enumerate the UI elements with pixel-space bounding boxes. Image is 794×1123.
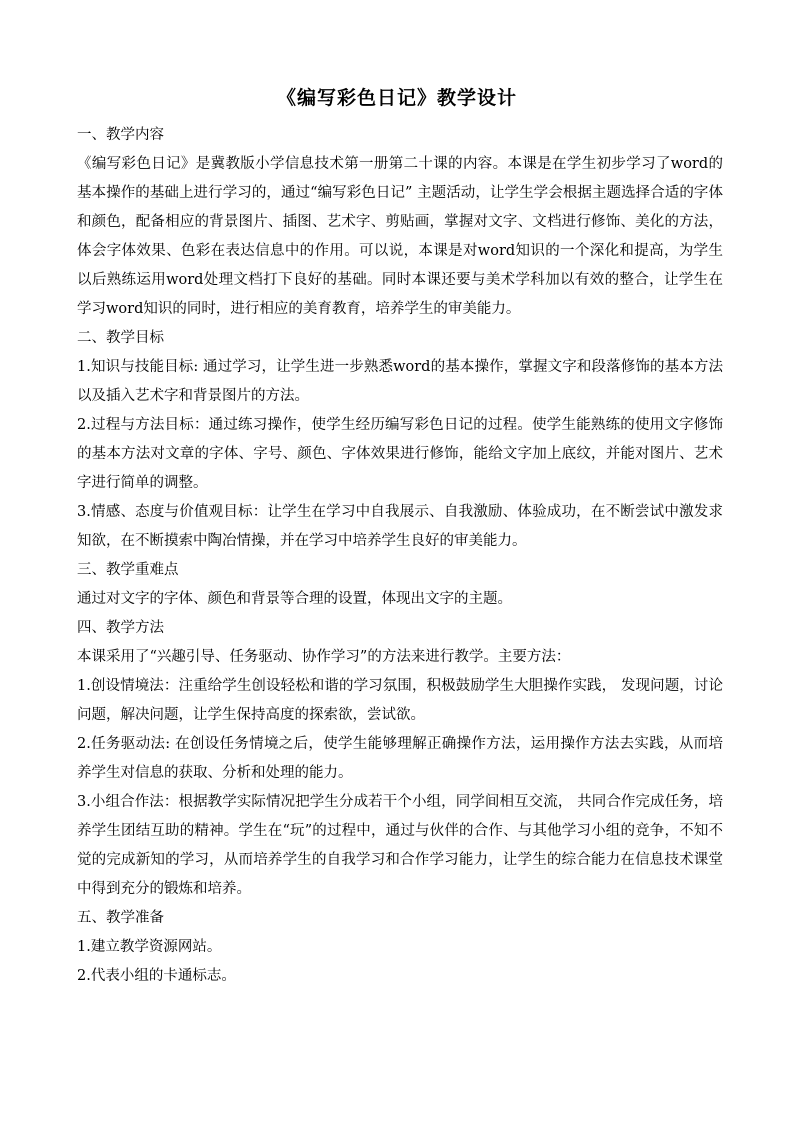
section-heading-content: 一、教学内容: [77, 127, 164, 143]
paragraph-goal-emotion: 3.情感、态度与价值观目标：让学生在学习中自我展示、自我激励、体验成功，在不断尝试中激发求知欲，在不断摸索中陶冶情操，并在学习中培养学生良好的审美能力。: [77, 504, 723, 549]
section-heading-key-points: 三、教学重难点: [77, 562, 179, 578]
section-heading-goals: 二、教学目标: [77, 330, 164, 346]
paragraph-key-points: 通过对文字的字体、颜色和背景等合理的设置，体现出文字的主题。: [77, 591, 512, 607]
paragraph-goal-knowledge: 1.知识与技能目标: 通过学习，让学生进一步熟悉word的基本操作，掌握文字和段落修饰的基本方法以及插入艺术字和背景图片的方法。: [77, 359, 723, 404]
document-body: [77, 121, 723, 991]
paragraph-prep-website: 1.建立教学资源网站。: [77, 939, 222, 955]
paragraph-methods-intro: 本课采用了“兴趣引导、任务驱动、协作学习”的方法来进行教学。主要方法：: [77, 649, 571, 665]
document-title: 《编写彩色日记》教学设计: [276, 87, 517, 109]
paragraph-method-task: 2.任务驱动法: 在创设任务情境之后，使学生能够理解正确操作方法，运用操作方法去实践，从而培养学生对信息的获取、分析和处理的能力。: [77, 736, 723, 781]
section-heading-preparation: 五、教学准备: [77, 910, 164, 926]
paragraph-goal-process: 2.过程与方法目标：通过练习操作，使学生经历编写彩色日记的过程。使学生能熟练的使用文字修饰的基本方法对文章的字体、字号、颜色、字体效果进行修饰，能给文字加上底纹，并能对图片、艺术字进行简单的调整。: [77, 417, 723, 491]
paragraph-prep-logo: 2.代表小组的卡通标志。: [77, 968, 236, 984]
paragraph-method-situation: 1.创设情境法：注重给学生创设轻松和谐的学习氛围，积极鼓励学生大胆操作实践， 发现问题，讨论问题，解决问题，让学生保持高度的探索欲，尝试欲。: [77, 678, 723, 723]
section-heading-methods: 四、教学方法: [77, 620, 164, 636]
paragraph-method-group: 3.小组合作法：根据教学实际情况把学生分成若干个小组，同学间相互交流， 共同合作完成任务，培养学生团结互助的精神。学生在“玩”的过程中，通过与伙伴的合作、与其他学习小组的竞争，不知不觉的完成新知的学习，从而培养学生的自我学习和合作学习能力，让学生的综合能力在信息技术课堂中得到充分的锻炼和培养。: [77, 794, 723, 897]
paragraph-content-intro: 《编写彩色日记》是冀教版小学信息技术第一册第二十课的内容。本课是在学生初步学习了word的基本操作的基础上进行学习的，通过“编写彩色日记” 主题活动，让学生学会根据主题选择合适的字体和颜色，配备相应的背景图片、插图、艺术字、剪贴画，掌握对文字、文档进行修饰、美化的方法，体会字体效果、色彩在表达信息中的作用。可以说，本课是对word知识的一个深化和提高，为学生以后熟练运用word处理文档打下良好的基础。同时本课还要与美术学科加以有效的整合，让学生在学习word知识的同时，进行相应的美育教育，培养学生的审美能力。: [77, 156, 723, 317]
